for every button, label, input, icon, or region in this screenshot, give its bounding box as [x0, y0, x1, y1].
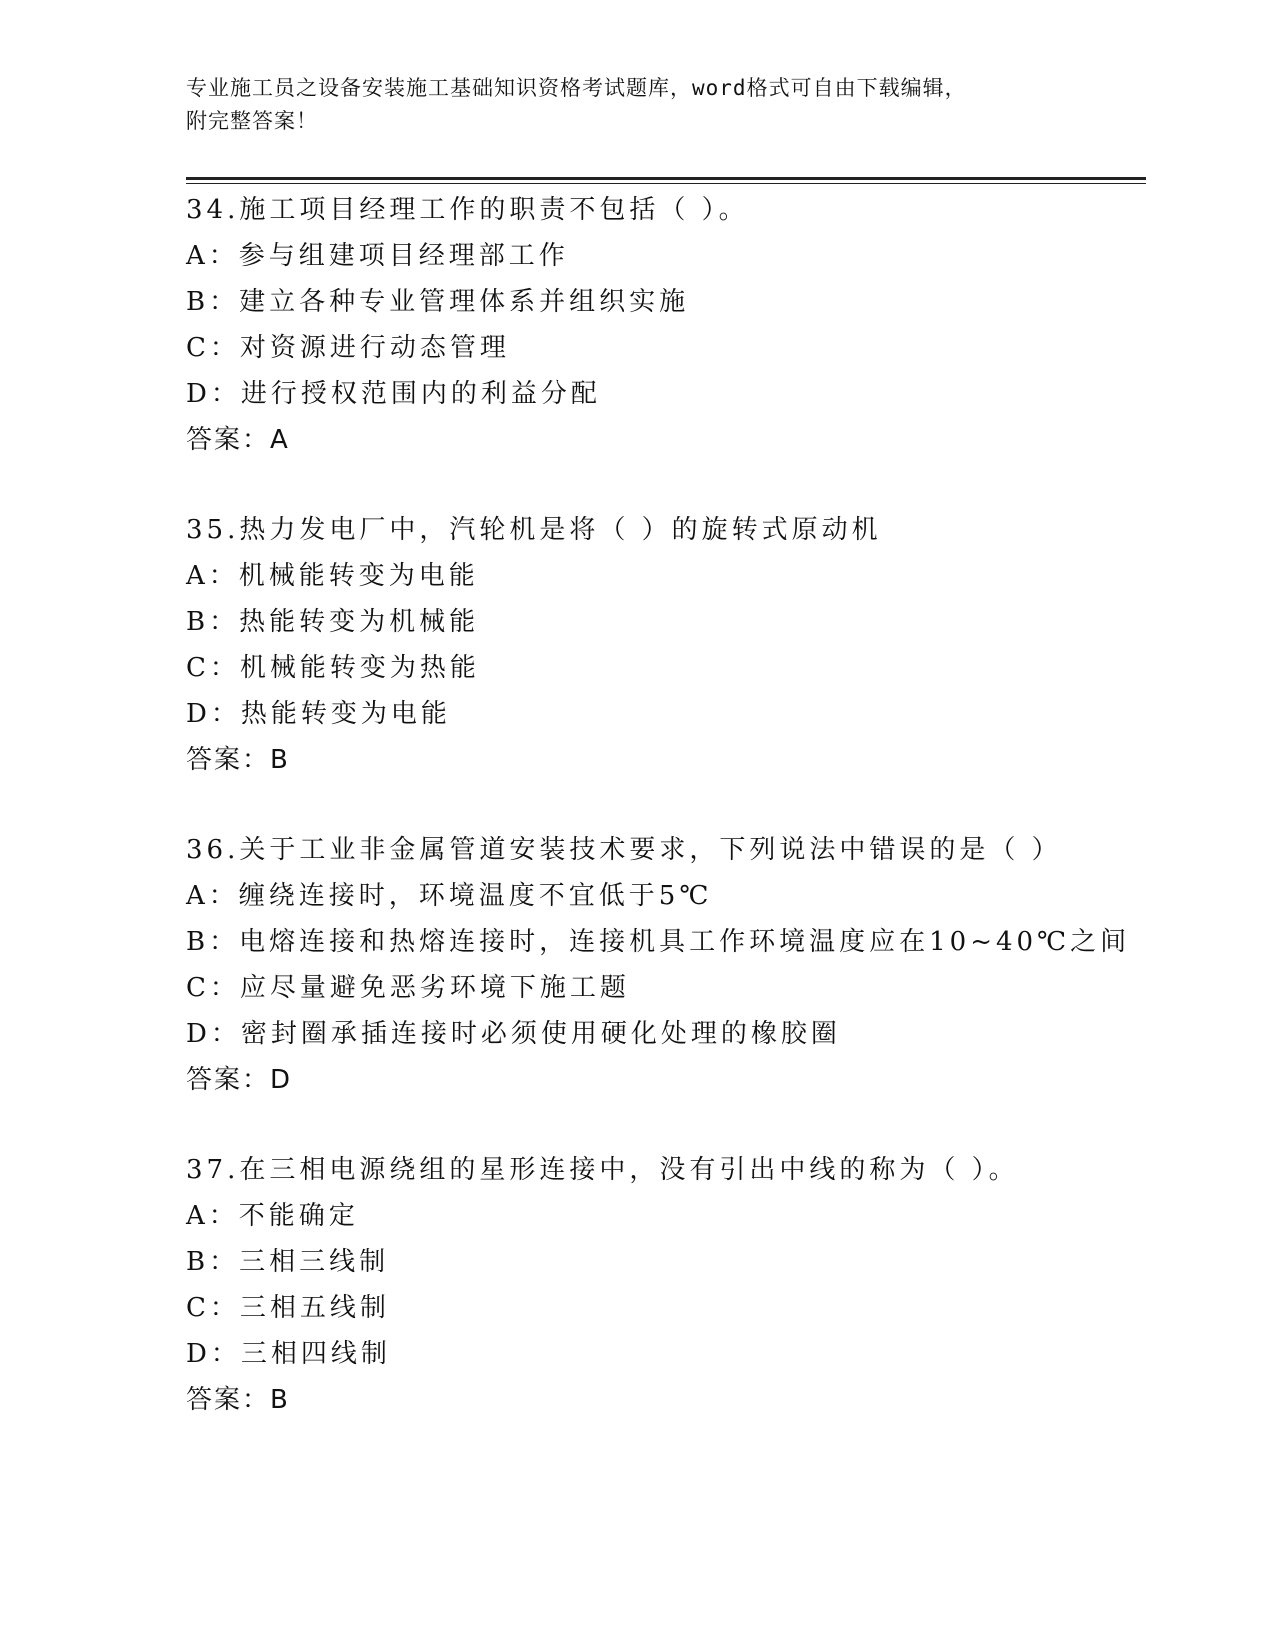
question-35 — [186, 507, 1146, 827]
option-d: D：密封圈承插连接时必须使用硬化处理的橡胶圈 — [186, 1019, 841, 1049]
option-a: A：缠绕连接时，环境温度不宜低于5℃ — [186, 881, 713, 911]
header-divider-thick — [186, 177, 1146, 180]
question-34 — [186, 187, 1146, 507]
question-36 — [186, 827, 1146, 1147]
option-c: C：机械能转变为热能 — [186, 653, 480, 683]
answer-line: 答案：B — [186, 745, 290, 775]
question-stem: 34.施工项目经理工作的职责不包括（ ）。 — [186, 195, 749, 225]
question-stem: 36.关于工业非金属管道安装技术要求，下列说法中错误的是（ ） — [186, 835, 1062, 865]
answer-line: 答案：B — [186, 1385, 290, 1415]
option-b: B：热能转变为机械能 — [186, 607, 480, 637]
option-c: C：对资源进行动态管理 — [186, 333, 510, 363]
question-stem: 35.热力发电厂中，汽轮机是将（ ）的旋转式原动机 — [186, 515, 882, 545]
option-d: D：三相四线制 — [186, 1339, 391, 1369]
option-b: B：建立各种专业管理体系并组织实施 — [186, 287, 690, 317]
question-stem: 37.在三相电源绕组的星形连接中，没有引出中线的称为（ ）。 — [186, 1155, 1019, 1185]
question-37 — [186, 1147, 1146, 1467]
answer-line: 答案：A — [186, 425, 290, 455]
option-d: D：热能转变为电能 — [186, 699, 451, 729]
option-c: C：三相五线制 — [186, 1293, 390, 1323]
document-header — [186, 72, 1106, 138]
header-divider-thin — [186, 183, 1146, 184]
answer-line: 答案：D — [186, 1065, 293, 1095]
option-a: A：不能确定 — [186, 1201, 359, 1231]
option-d: D：进行授权范围内的利益分配 — [186, 379, 601, 409]
question-list — [186, 187, 1146, 1467]
option-a: A：机械能转变为电能 — [186, 561, 479, 591]
option-a: A：参与组建项目经理部工作 — [186, 241, 569, 271]
option-c: C：应尽量避免恶劣环境下施工题 — [186, 973, 630, 1003]
option-b: B：三相三线制 — [186, 1247, 390, 1277]
header-line-2: 附完整答案！ — [186, 109, 318, 133]
header-line-1: 专业施工员之设备安装施工基础知识资格考试题库，word格式可自由下载编辑， — [186, 76, 967, 100]
option-b: B：电熔连接和热熔连接时，连接机具工作环境温度应在10~40℃之间 — [186, 927, 1131, 957]
